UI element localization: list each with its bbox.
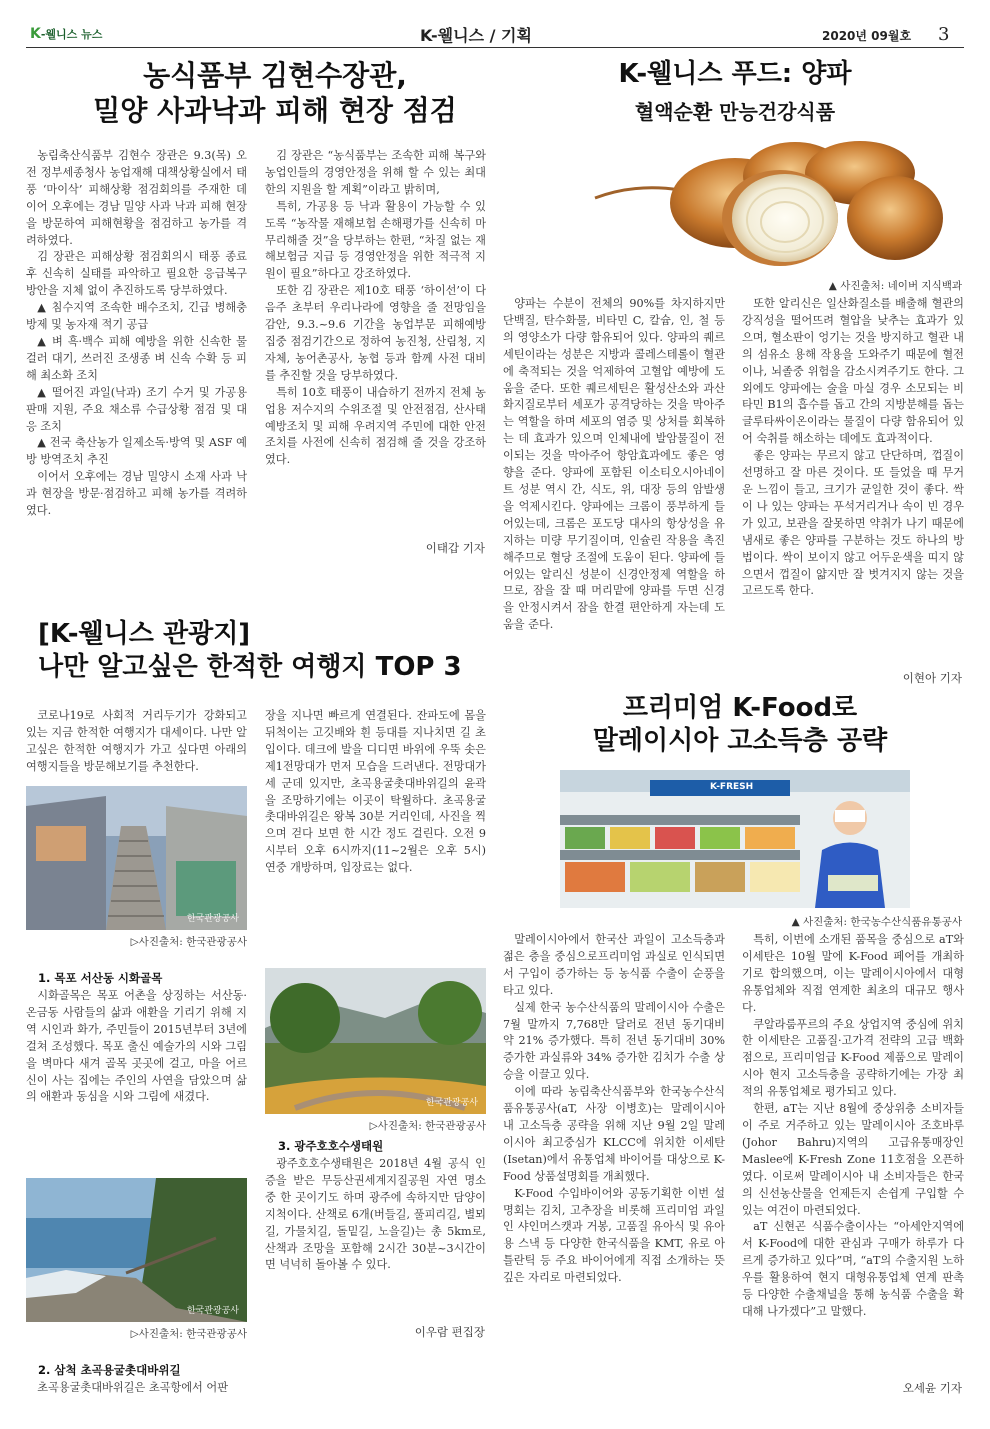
- a2-p1: 양파는 수분이 전체의 90%를 차지하지만 단백질, 탄수화물, 비타민 C, 칼슘, 인, 철 등의 영양소가 다량 함유되어 있다. 양파의 퀘르세틴이라는 성분은 지방과 콜레스테롤이 혈관에 축적되는 것을 억제하여 고혈압 예방에 도움을 준다. 또한 퀘르세틴은 활성산소와 과산화지질로부터 세포가 공격당하는 것을 막아주는 역할을 하며 세포의 염증 및 상처를 회복하는 데 효과가 있으며 인체내에 발암물질이 전이되는 것을 막아주어 항암효과에도 좋은 영향을 준다. 양파에 포함된 이소티오시아네이트 성분 역시 간, 식도, 위, 대장 등의 암발생을 억제시킨다. 양파에는 크롬이 풍부하게 들어있는데, 크롬은 포도당 대사의 항상성을 유지하는 미량 무기질이며, 인슐린 작용을 촉진해주므로 혈당 조절에 도움이 된다. 양파에 들어있는 알리신 성분이 신경안정제 역할을 하므로, 잠을 잘 때 머리맡에 양파를 두면 신경을 안정시켜서 잠을 한결 편안하게 자는데 도움을 준다.: [503, 297, 725, 632]
- article3-title: [38, 618, 478, 683]
- item1-body: [26, 988, 247, 1106]
- a1-p2: 김 장관은 피해상황 점검회의시 태풍 종료 후 신속히 실태를 파악하고 필요한 응급복구 방안을 지체 없이 추진하도록 당부하였다.: [26, 250, 247, 298]
- article1-col2: [265, 148, 486, 469]
- article4-title-line1: 프리미엄 K-Food로: [622, 693, 858, 723]
- page-number: 3: [938, 24, 950, 45]
- a4-p1: 말레이시아에서 한국산 과일이 고소득층과 젊은 층을 중심으로프리미엄 과실로 인식되면서 구입이 증가하는 등 농식품 수출이 순풍을 타고 있다.: [503, 933, 725, 997]
- a3-col2-text: 장을 지나면 빠르게 연결된다. 잔파도에 몸을 뒤척이는 고깃배와 흰 등대를 지나치면 길 초입이다. 데크에 발을 디디면 바위에 우뚝 솟은 제1전망대가 먼저 모습을 드러낸다. 전망대가 세 군데 있지만, 초곡용굴촛대바위길의 윤곽을 조망하기에는 이곳이 탁월하다. 초곡용굴촛대바위길은 왕복 30분 거리인데, 사진을 찍으며 걷다 보면 한 시간 정도 걸린다. 오전 9시부터 오후 6시까지(11~2월은 오후 5시) 연중 개방하며, 입장료는 없다.: [265, 709, 486, 875]
- photo-gwangju-lake: [265, 968, 486, 1114]
- item2-body-text: 초곡용굴촛대바위길은 초곡항에서 어판: [37, 1381, 229, 1394]
- header-section: K-웰니스 / 기획: [420, 26, 532, 45]
- article4-col1: [503, 932, 725, 1287]
- a1-p11: 특히 10호 태풍이 내습하기 전까지 전체 농업용 저수지의 수위조절 및 안전점검, 산사태 예방조치 및 피해 우려지역 주민에 대한 안전조치를 사전에 신속히 점검해 줄 것을 강조하였다.: [265, 385, 486, 467]
- a1-p1: 농림축산식품부 김현수 장관은 9.3(목) 오전 정부세종청사 농업재해 대책상황실에서 태풍 ‘마이삭’ 피해상황 점검회의를 주재한 데 이어 오후에는 경남 밀양 사과 낙과 피해 현장을 방문하여 피해현황을 점검하고 농가를 격려하였다.: [26, 149, 247, 247]
- header-rule: [26, 47, 964, 48]
- article1-col1: [26, 148, 247, 520]
- photo2-credit: ▷사진출처: 한국관광공사: [369, 1120, 486, 1132]
- watermark-1: 한국관광공사: [186, 914, 239, 924]
- photo1-credit: ▷사진출처: 한국관광공사: [130, 936, 247, 948]
- a4-p8: aT 신현곤 식품수출이사는 “아세안지역에서 K-Food에 대한 관심과 구매가 하루가 다르게 증가하고 있다”며, “aT의 수출지원 노하우를 활용하여 현지 대형유통업체 연계 판촉 등 다양한 수출채널을 통해 농식품 수출을 확대해 나가겠다”고 말했다.: [742, 1220, 964, 1318]
- article3-intro: [26, 708, 247, 776]
- article3-title-line1: [K-웰니스 관광지]: [38, 619, 251, 649]
- logo-text: -웰니스 뉴스: [40, 28, 103, 41]
- article1-byline: 이태갑 기자: [425, 541, 485, 555]
- article4-title: [560, 692, 920, 757]
- photo3-credit: ▷사진출처: 한국관광공사: [130, 1328, 247, 1340]
- item3-body: [265, 1156, 486, 1274]
- a1-p8: 김 장관은 “농식품부는 조속한 피해 복구와 농업인들의 경영안정을 위해 할 수 있는 최대한의 지원을 할 계획”이라고 밝히며,: [265, 149, 486, 196]
- article2-byline: 이현아 기자: [902, 671, 962, 685]
- a4-p4: K-Food 수입바이어와 공동기획한 이번 설명회는 김치, 고추장을 비롯해 프리미엄 과일인 샤인머스캣과 거봉, 고품질 유아식 및 유아용 스낵 등 다양한 한국식품을 KMT, 유로 아틀란틱 등 주요 바이어에게 직접 소개하는 뜻깊은 자리로 마련되었다.: [503, 1186, 725, 1285]
- item2-title: 2. 삼척 초곡용굴촛대바위길: [38, 1363, 181, 1377]
- a4-p2: 실제 한국 농수산식품의 말레이시아 수출은 7월 말까지 7,768만 달러로 전년 동기대비 약 21% 증가했다. 특히 전년 동기대비 30% 증가한 과실류와 34% 증가한 김치가 수출 상승을 이끌고 있다.: [503, 1000, 725, 1082]
- article4-photo-credit: ▲ 사진출처: 한국농수산식품유통공사: [791, 916, 962, 928]
- article3-title-line2: 나만 알고싶은 한적한 여행지 TOP 3: [38, 651, 462, 682]
- a1-p4: ▲ 벼 흑·백수 피해 예방을 위한 신속한 물걸러 대기, 쓰러진 조생종 벼 신속 수확 등 피해 최소화 조치: [26, 334, 247, 382]
- item3-title: 3. 광주호호수생태원: [278, 1139, 384, 1153]
- a4-p7: 한편, aT는 지난 8월에 중상위층 소비자들이 주로 거주하고 있는 말레이시아 조호바루(Johor Bahru)지역의 고급유통매장인 Maslee에 K-Fresh Zone 11호점을 오픈하였다. 이로써 말레이시아 내 소비자들은 한국의 신선농산물을 언제든지 손쉽게 구입할 수 있는 여건이 마련되었다.: [742, 1102, 964, 1217]
- article1-title-line1: 농식품부 김현수장관,: [143, 59, 407, 92]
- item1-body-text: 시화골목은 목포 어촌을 상징하는 서산동·온금동 사람들의 삶과 애환을 기리기 위해 지역 시인과 화가, 주민들이 2015년부터 3년에 걸쳐 조성했다. 목포 출신 예술가의 시와 그림을 벽마다 새겨 골목 곳곳에 걸고, 마을 어르신이 사는 집에는 주인의 사연을 담았으며 삶의 애환과 동심을 시와 그림에 새겼다.: [26, 989, 247, 1104]
- a4-p6: 쿠알라룸푸르의 주요 상업지역 중심에 위치한 이세탄은 고품질·고가격 전략의 고급 백화점으로, 프리미엄급 K-Food 제품으로 말레이시아 현지 고소득층을 공략하기에는 가장 최적의 유통업체로 평가되고 있다.: [742, 1017, 964, 1099]
- article1-title-line2: 밀양 사과낙과 피해 현장 점검: [93, 94, 457, 127]
- article4-col2: [742, 932, 964, 1321]
- item3-body-text: 광주호호수생태원은 2018년 4월 공식 인증을 받은 무등산권세계지질공원 자연 명소 중 한 곳이기도 하며 광주에 속하지만 담양이 지척이다. 산책로 6개(버들길, 풀피리길, 별뫼길, 가물치길, 돌밑길, 노을길)는 총 5km로, 산책과 조망을 포함해 2시간 30분~3시간이면 넉넉히 돌아볼 수 있다.: [265, 1157, 486, 1272]
- onion-photo: [575, 138, 955, 273]
- a2-p3: 좋은 양파는 무르지 않고 단단하며, 껍질이 선명하고 잘 마른 것이다. 또 들었을 때 무거운 느낌이 들고, 크기가 균일한 것이 좋다. 싹이 나 있는 양파는 푸석거리거나 속이 빈 경우가 있고, 보관을 잘못하면 약취가 나기 때문에 냄새로 좋은 양파를 구분하는 것도 하나의 방법이다. 싹이 보이지 않고 어두운색을 띠지 않으면서 껍질이 얇지만 잘 벗겨지지 않는 것을 고르도록 한다.: [742, 449, 964, 598]
- item1-title: 1. 목포 서산동 시화골목: [38, 971, 163, 985]
- a2-p2: 또한 알리신은 일산화질소를 배출해 혈관의 강직성을 떨어뜨려 혈압을 낮추는 효과가 있으며, 혈소판이 엉기는 것을 방지하고 혈관 내의 섬유소 용해 작용을 도와주기 때문에 혈전이나, 뇌졸중 위험을 감소시켜주기도 한다. 그 외에도 양파에는 술을 마실 경우 소모되는 비타민 B1의 흡수를 돕고 간의 지방분해를 돕는 글루타싸이온이라는 물질이 다량 함유되어 있어 숙취를 해소하는 데에도 효과적이다.: [742, 297, 964, 446]
- a1-p9: 특히, 가공용 등 낙과 활용이 가능할 수 있도록 “농작물 재해보험 손해평가를 신속히 마무리해줄 것”을 당부하는 한편, “차질 없는 재해보험금 지급 등 경영안정을 위한 적극적 지원이 필요”하다고 강조하였다.: [265, 199, 486, 281]
- a1-p5: ▲ 떨어진 과일(낙과) 조기 수거 및 가공용 판매 지원, 주요 채소류 수급상황 점검 및 대응 조치: [26, 385, 247, 433]
- photo-samcheok-coast: [26, 1178, 247, 1322]
- logo-k: K: [30, 26, 41, 42]
- article2-subtitle: 혈액순환 만능건강식품: [634, 100, 836, 124]
- a3-intro-text: 코로나19로 사회적 거리두기가 강화되고 있는 지금 한적한 여행지가 대세이다. 나만 알고싶은 한적한 여행지가 가고 싶다면 아래의 여행지들을 방문해보기를 추천한다.: [26, 709, 247, 773]
- article2-col2: [742, 296, 964, 600]
- header-logo: [30, 26, 102, 42]
- a1-p10: 또한 김 장관은 제10호 태풍 ‘하이선’이 다음주 초부터 우리나라에 영향을 줄 전망임을 감안, 9.3.~9.6 기간을 농업부문 피해예방 집중 점검기간으로 정하여 농진청, 산림청, 지자체, 농어촌공사, 농협 등과 함께 사전 대비를 추진할 것을 당부하였다.: [265, 284, 486, 382]
- a1-p6: ▲ 전국 축산농가 일제소독·방역 및 ASF 예방 방역조치 추진: [26, 436, 247, 467]
- item2-body: [26, 1380, 247, 1397]
- photo-kfood-market: [560, 770, 910, 908]
- a4-p3: 이에 따라 농림축산식품부와 한국농수산식품유통공사(aT, 사장 이병호)는 말레이시아 내 고소득층 공략을 위해 지난 9월 2일 말레이시아 최고중심가 KLCC에 위치한 이세탄(Isetan)에서 유통업체 바이어를 대상으로 K-Food 상품설명회를 개최했다.: [503, 1085, 725, 1183]
- article2-col1: [503, 296, 725, 634]
- article3-col2: [265, 708, 486, 877]
- kfresh-banner: K-FRESH: [710, 782, 754, 792]
- article2-title: K-웰니스 푸드: 양파: [618, 59, 852, 89]
- header-issue: 2020년 09월호: [822, 29, 912, 43]
- article2-photo-credit: ▲ 사진출처: 네이버 지식백과: [828, 280, 962, 292]
- article4-byline: 오세윤 기자: [902, 1381, 962, 1395]
- watermark-3: 한국관광공사: [186, 1306, 239, 1316]
- photo-mokpo-alley: [26, 786, 247, 930]
- article4-title-line2: 말레이시아 고소득층 공략: [592, 725, 888, 756]
- article1-title: [40, 58, 510, 128]
- a1-p3: ▲ 침수지역 조속한 배수조치, 긴급 병해충 방제 및 농자재 적기 공급: [26, 301, 247, 332]
- article3-byline: 이우람 편집장: [414, 1325, 485, 1339]
- watermark-2: 한국관광공사: [425, 1098, 478, 1108]
- a4-p5: 특히, 이번에 소개된 품목을 중심으로 aT와 이세탄은 10월 말에 K-Food 페어를 개최하기로 합의했으며, 이는 말레이시아에서 대형유통업체와 직접 연계한 최초의 대규모 행사다.: [742, 933, 964, 1014]
- a1-p7: 이어서 오후에는 경남 밀양시 소재 사과 낙과 현장을 방문·점검하고 피해 농가를 격려하였다.: [26, 470, 247, 518]
